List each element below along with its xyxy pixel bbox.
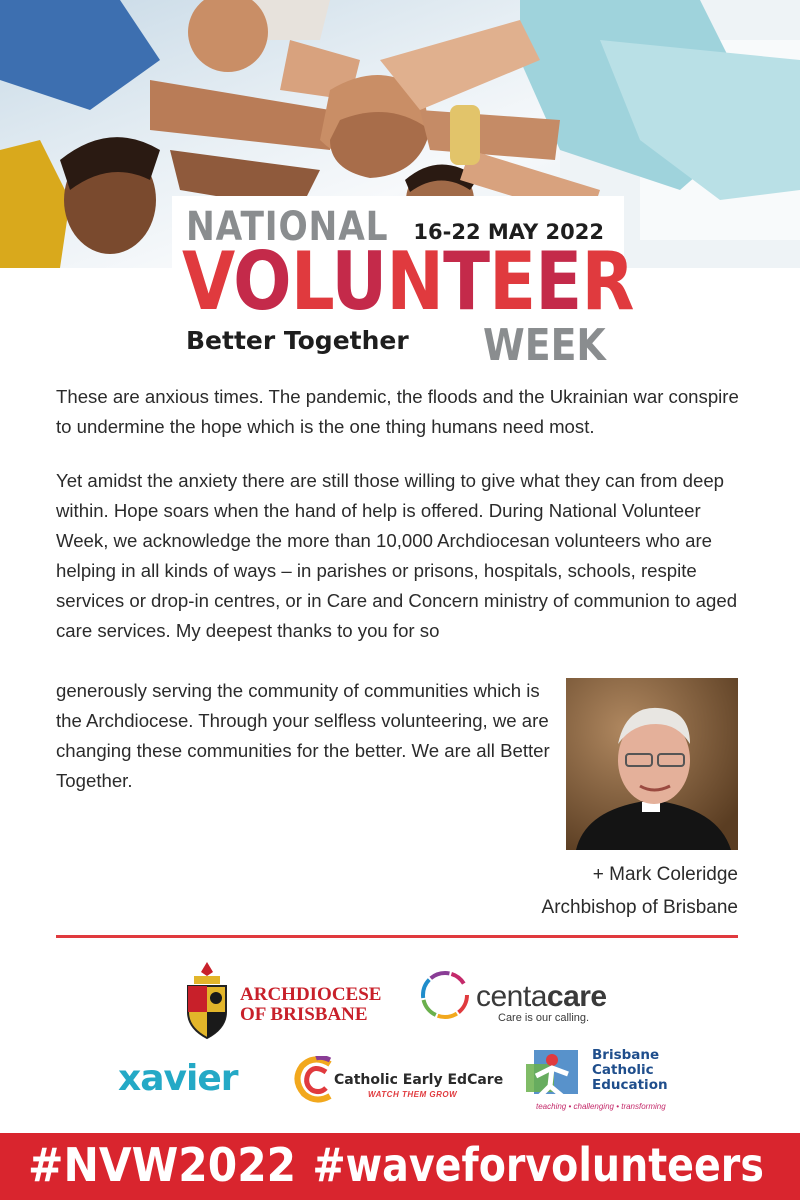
catholic-early-edcare-tagline: WATCH THEM GROW [368,1090,458,1099]
paragraph-closing: generously serving the community of communities which is the Archdiocese. Through your selfless volunteering, we are changing these communities for the better. We are all Better Together. [56,680,550,791]
bce-figure-icon [522,1046,586,1098]
signature-title: Archbishop of Brisbane [541,897,738,918]
centacare-tagline: Care is our calling. [498,1012,590,1024]
centacare-logo-text: centacare [476,980,607,1013]
xavier-logo: xavier [118,1058,238,1099]
logo-word-week: WEEK [483,320,606,371]
bce-logo-text: Brisbane Catholic Education [592,1047,668,1093]
hashtag-waveforvolunteers: #waveforvolunteers [312,1138,764,1192]
paragraph-main: Yet amidst the anxiety there are still those willing to give what they can from deep within. Hope soars when the hand of help is offered. During National Volunteer Week, we acknowledge the more than 10,000 Archdiocesan volunteers who are helping in all kinds of ways – in parishes or prisons, hospitals, schools, respite services or drop-in centres, or in Care and Concern ministry of communion to aged care services. My deepest thanks to you for so [56,470,738,641]
catholic-early-edcare-name: Catholic Early EdCare [334,1072,504,1088]
signature-name: + Mark Coleridge [592,864,738,885]
logo-word-national: NATIONAL [186,204,389,250]
nvw-logo [172,196,634,374]
archdiocese-logo-text: ARCHDIOCESE OF BRISBANE [240,984,382,1025]
centacare-ring-icon [418,968,472,1022]
archbishop-portrait [566,678,738,850]
logo-tagline: Better Together [186,326,409,355]
event-dates: 16-22 MAY 2022 [413,220,604,244]
divider-rule [56,935,738,938]
paragraph-intro: These are anxious times. The pandemic, the floods and the Ukrainian war conspire to undermine the hope which is the one thing humans need most. [56,386,739,437]
logo-word-volunteer: VOLUNTEER [182,235,634,328]
archdiocese-crest-icon [180,962,234,1042]
catholic-early-edcare-swirl-icon [294,1056,334,1104]
bce-tagline: teaching • challenging • transforming [536,1102,666,1111]
hashtag-nvw2022: #NVW2022 [28,1138,297,1192]
